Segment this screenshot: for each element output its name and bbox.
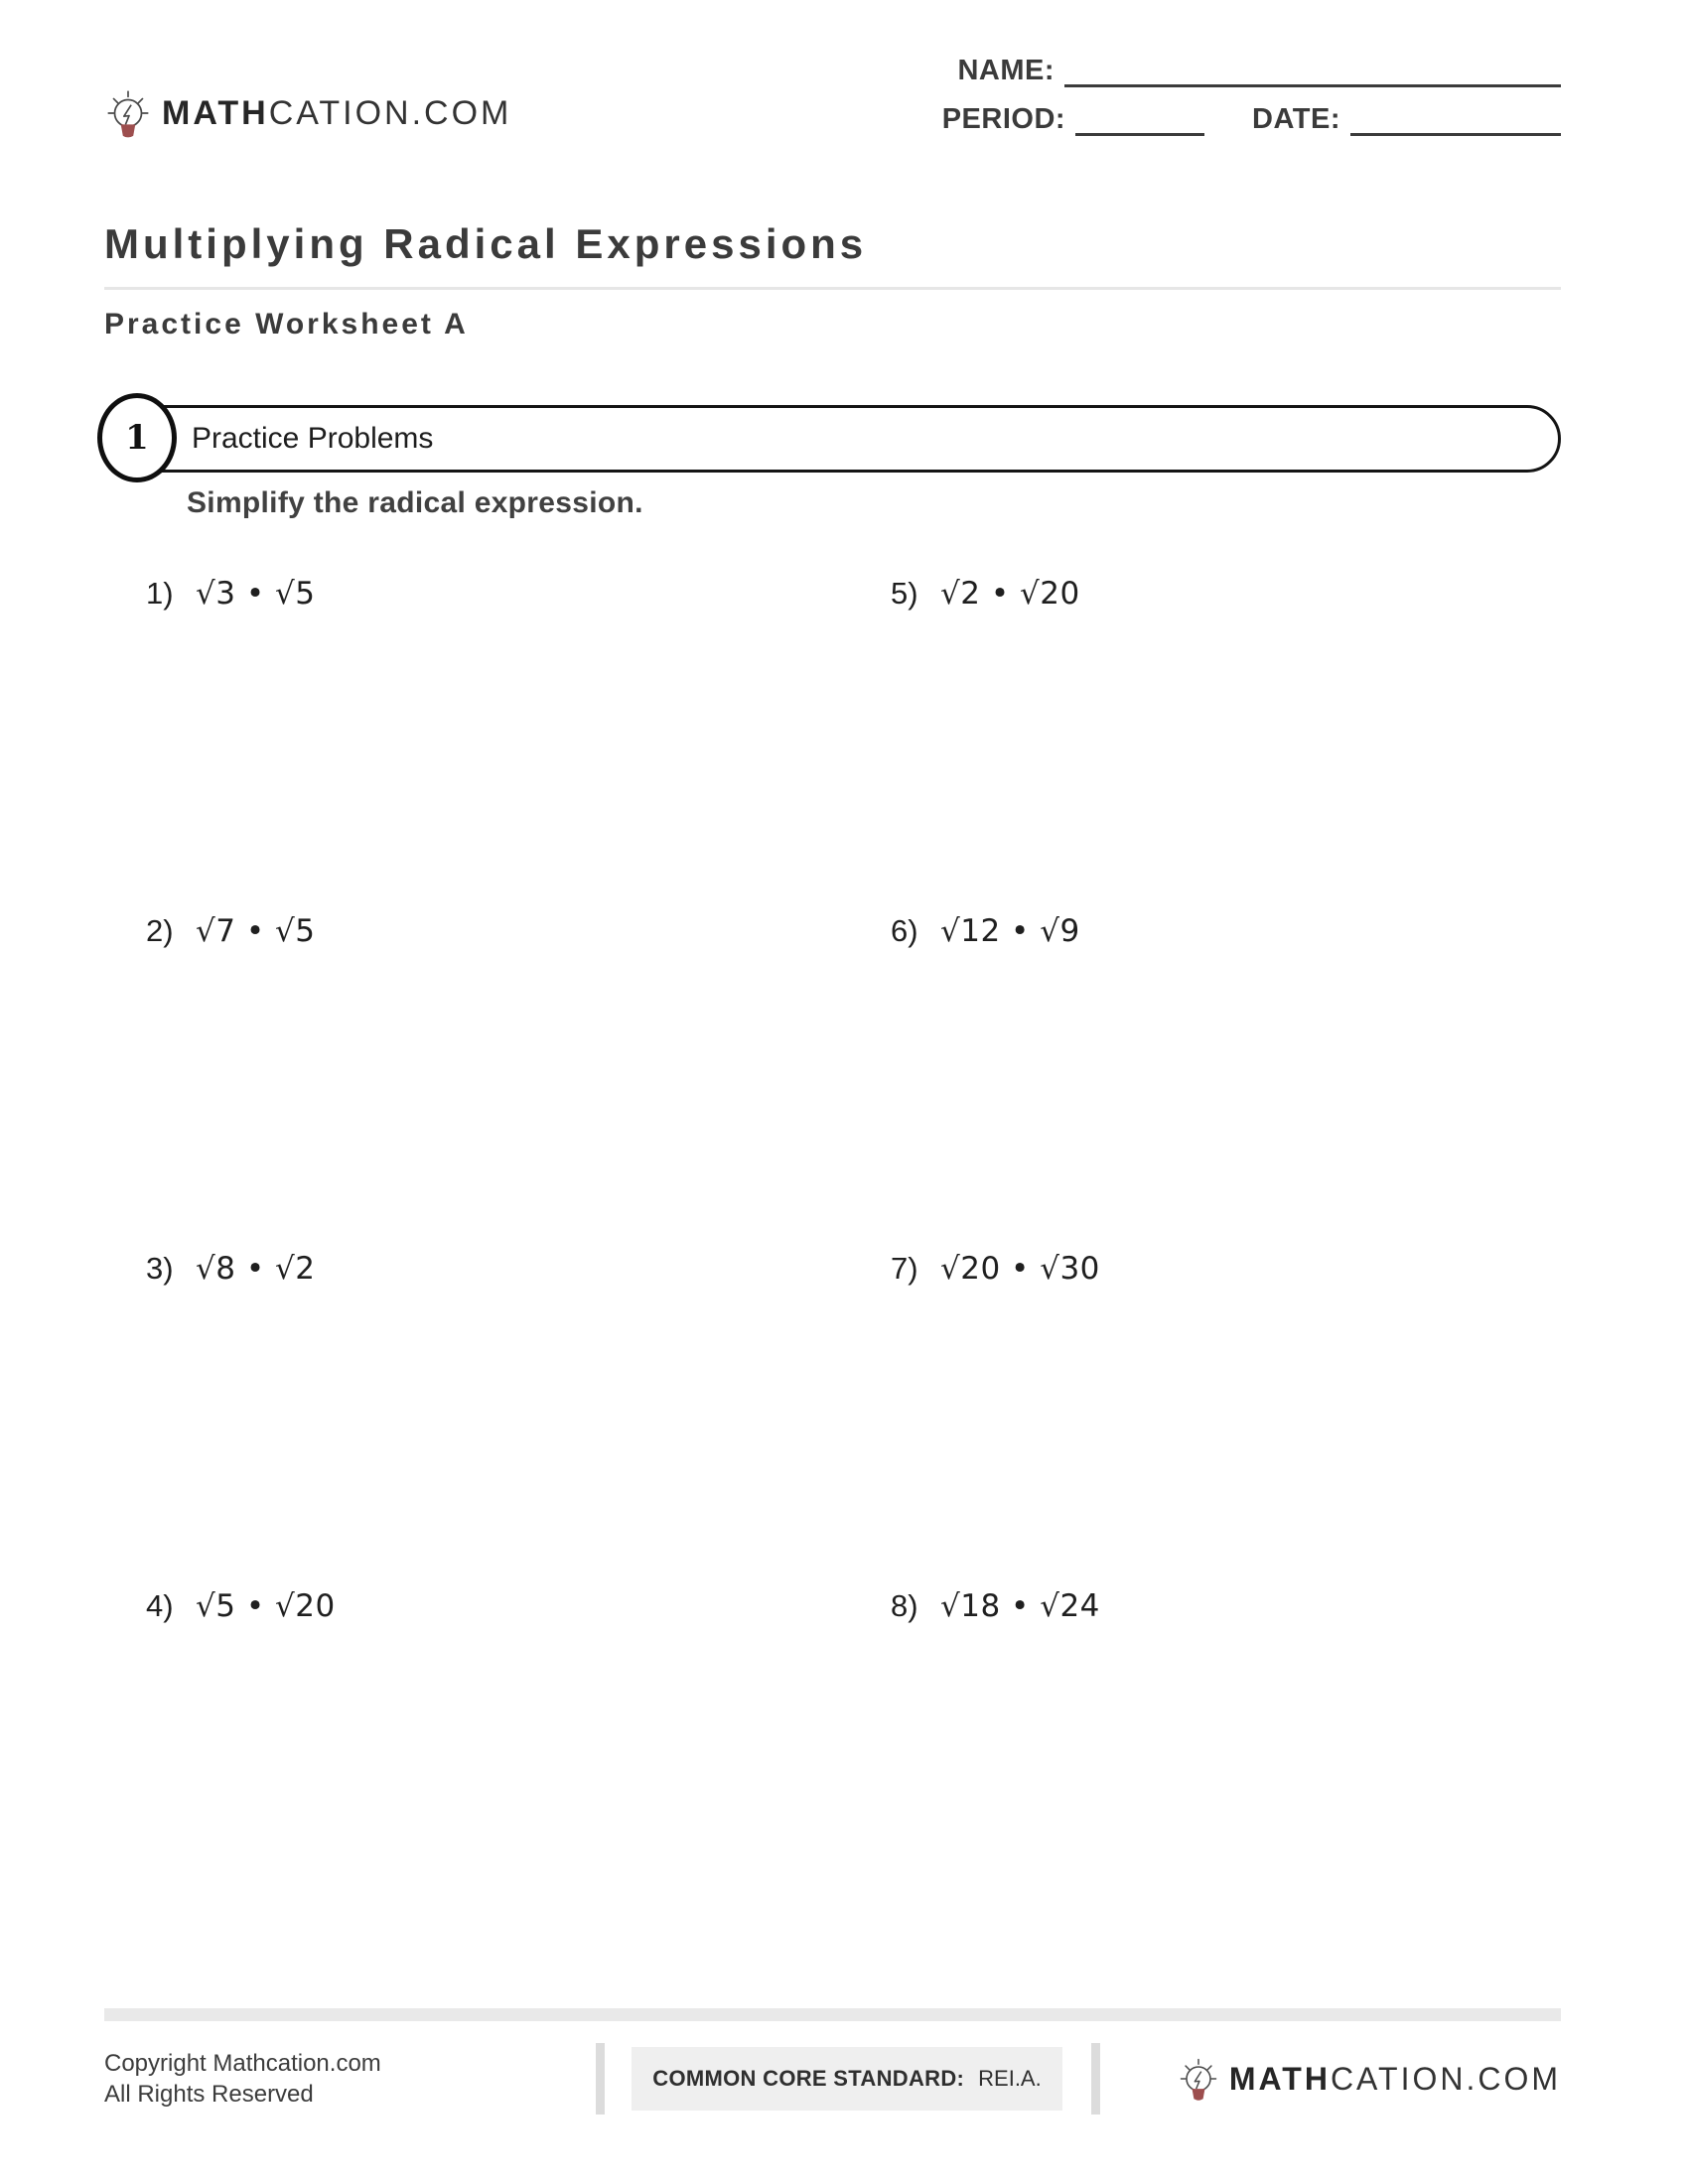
problem-number: 8) bbox=[891, 1588, 918, 1623]
section-header bbox=[104, 405, 1561, 473]
problem-number: 3) bbox=[146, 1251, 174, 1286]
mathcation-logo bbox=[104, 86, 511, 140]
name-label: NAME: bbox=[957, 55, 1055, 86]
title-divider bbox=[104, 287, 1561, 290]
problems-grid bbox=[104, 556, 1561, 1906]
page-title: Multiplying Radical Expressions bbox=[104, 220, 868, 267]
problem-number: 4) bbox=[146, 1588, 174, 1623]
period-date-row bbox=[942, 103, 1561, 136]
copyright-line1: Copyright Mathcation.com bbox=[104, 2049, 381, 2077]
problem-item bbox=[849, 556, 1561, 893]
date-blank-line bbox=[1350, 104, 1561, 136]
brand-bold: MATH bbox=[162, 93, 269, 132]
instruction-text: Simplify the radical expression. bbox=[187, 486, 643, 519]
section-label: Practice Problems bbox=[192, 422, 434, 455]
brand-text bbox=[162, 94, 511, 133]
problem-item bbox=[104, 556, 849, 893]
problem-number: 5) bbox=[891, 576, 918, 611]
standard-value: REI.A. bbox=[978, 2066, 1042, 2091]
name-field-row bbox=[957, 55, 1561, 87]
problem-expression: √5 • √20 bbox=[196, 1588, 336, 1624]
copyright-text bbox=[104, 2048, 596, 2110]
footer-divider-bar bbox=[104, 2008, 1561, 2021]
problem-number: 1) bbox=[146, 576, 174, 611]
student-fields bbox=[942, 55, 1561, 136]
footer-vertical-divider bbox=[1091, 2043, 1100, 2115]
date-label: DATE: bbox=[1252, 103, 1340, 135]
problem-item bbox=[849, 1231, 1561, 1569]
problem-item bbox=[849, 1569, 1561, 1906]
problem-item bbox=[104, 1569, 849, 1906]
brand-bold: MATH bbox=[1228, 2060, 1331, 2097]
copyright-line2: All Rights Reserved bbox=[104, 2081, 314, 2108]
section-number: 1 bbox=[125, 418, 149, 458]
common-core-standard-box bbox=[632, 2047, 1062, 2111]
header bbox=[104, 55, 1561, 140]
lightbulb-icon bbox=[104, 86, 152, 140]
name-blank-line bbox=[1064, 56, 1561, 87]
problem-expression: √3 • √5 bbox=[196, 576, 316, 612]
problem-expression: √2 • √20 bbox=[940, 576, 1080, 612]
footer-vertical-divider bbox=[596, 2043, 605, 2115]
brand-text bbox=[1229, 2061, 1561, 2098]
problem-number: 6) bbox=[891, 913, 918, 948]
period-label: PERIOD: bbox=[941, 103, 1066, 135]
problem-expression: √8 • √2 bbox=[196, 1251, 316, 1287]
lightbulb-icon bbox=[1178, 2055, 1219, 2103]
brand-rest: CATION.COM bbox=[1330, 2060, 1561, 2097]
brand-rest: CATION.COM bbox=[268, 93, 512, 132]
problem-number: 2) bbox=[146, 913, 174, 948]
problem-expression: √12 • √9 bbox=[940, 913, 1080, 949]
problem-item bbox=[849, 893, 1561, 1231]
footer bbox=[104, 2043, 1561, 2115]
section-number-badge bbox=[97, 393, 177, 482]
worksheet-subtitle: Practice Worksheet A bbox=[104, 308, 469, 341]
problem-number: 7) bbox=[891, 1251, 918, 1286]
problem-item bbox=[104, 893, 849, 1231]
period-blank-line bbox=[1075, 104, 1204, 136]
problem-expression: √7 • √5 bbox=[196, 913, 316, 949]
standard-label: COMMON CORE STANDARD: bbox=[652, 2066, 965, 2091]
problem-expression: √20 • √30 bbox=[940, 1251, 1100, 1287]
problem-item bbox=[104, 1231, 849, 1569]
problem-expression: √18 • √24 bbox=[940, 1588, 1100, 1624]
mathcation-logo-footer bbox=[1178, 2055, 1561, 2103]
